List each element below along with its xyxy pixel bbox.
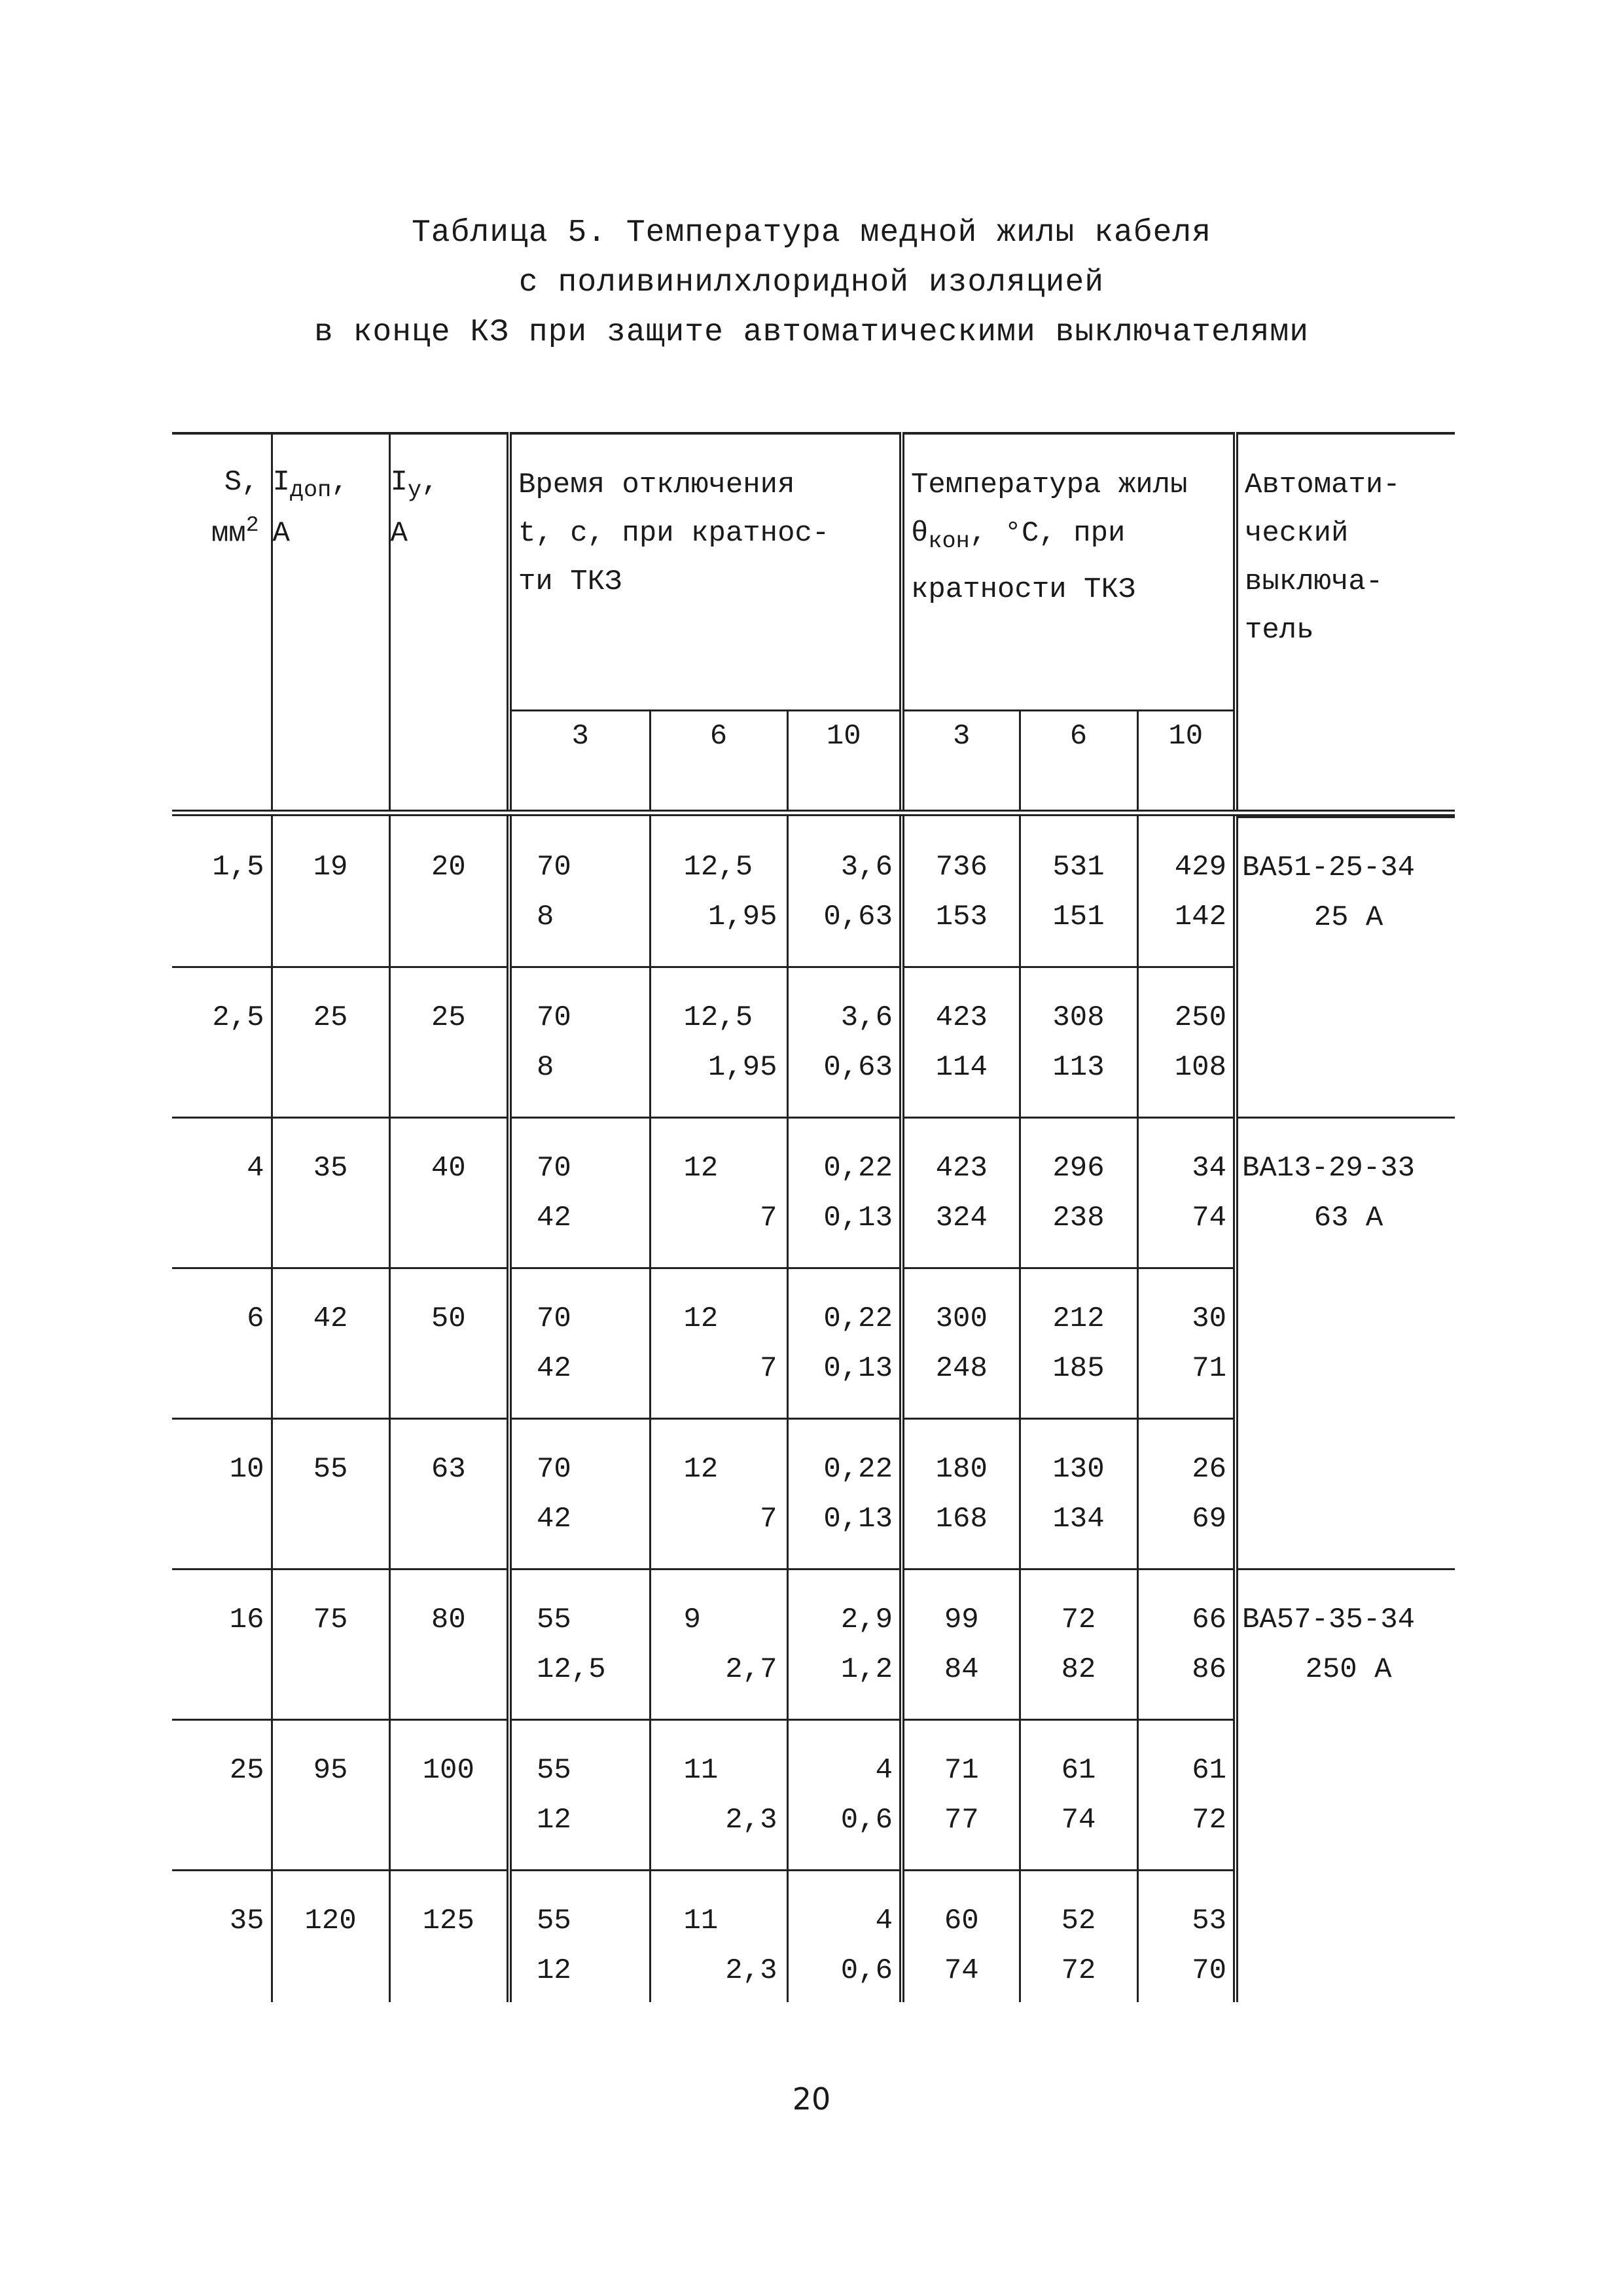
breaker-model: ВА57-35-34: [1242, 1603, 1416, 1636]
cell-idop-value: 120: [304, 1904, 357, 1937]
cell-time-3-upper: 55: [537, 1753, 571, 1787]
header-temp-rest: , °С, при: [969, 517, 1126, 550]
cell-time-3-upper: 70: [537, 1001, 571, 1034]
breaker-model: [1242, 992, 1455, 1041]
breaker-model: [1242, 1293, 1455, 1342]
cell-temp-3-upper: 300: [935, 1302, 988, 1335]
cell-temp-3-lower: 74: [944, 1954, 979, 1987]
cell-iy-value: 40: [431, 1151, 466, 1185]
cell-temp-10-lower: 72: [1192, 1803, 1226, 1837]
cell-cross-section: [172, 1719, 272, 1870]
cell-idop: [272, 1268, 389, 1418]
cell-iy-value: 100: [422, 1753, 474, 1787]
cell-temp-10: [1137, 967, 1236, 1117]
cell-iy: [389, 967, 509, 1117]
cell-temp-6-upper: 531: [1052, 850, 1105, 884]
cell-temp-10-upper: 53: [1192, 1904, 1226, 1937]
cell-temp-10-lower: 71: [1192, 1352, 1226, 1385]
header-mult-time-3: 3: [509, 711, 650, 814]
cell-time-3: [509, 1870, 650, 2002]
title-line-1: Таблица 5. Температура медной жилы кабеля: [412, 215, 1211, 251]
cell-idop: [272, 1870, 389, 2002]
cell-time-6-lower: 2,3: [725, 1803, 777, 1837]
table-row: [172, 1870, 1455, 2002]
cell-time-3-upper: 70: [537, 1452, 571, 1486]
cell-time-10-upper: 3,6: [840, 1001, 893, 1034]
breaker-rating: [1242, 1945, 1455, 1994]
cell-cross-section-value: 6: [247, 1302, 264, 1335]
cell-temp-3: [902, 1117, 1020, 1268]
cell-temp-6-lower: 134: [1052, 1502, 1105, 1535]
header-breaker-line-2: ческий: [1245, 517, 1349, 550]
cell-time-10: [787, 1418, 902, 1569]
cell-time-10: [787, 1117, 902, 1268]
header-mult-temp-10: 10: [1137, 711, 1236, 814]
header-mult-temp-6: 6: [1020, 711, 1137, 814]
cell-temp-10-lower: 108: [1174, 1050, 1226, 1084]
cell-cross-section: [172, 1117, 272, 1268]
cell-temp-10-upper: 34: [1192, 1151, 1226, 1185]
cell-time-6-lower: 7: [760, 1352, 777, 1385]
cell-temp-3: [902, 967, 1020, 1117]
cell-cross-section: [172, 1870, 272, 2002]
cell-temp-3-upper: 99: [944, 1603, 979, 1636]
cell-time-3: [509, 817, 650, 967]
cell-temp-3-upper: 423: [935, 1151, 988, 1185]
cell-time-3-upper: 70: [537, 850, 571, 884]
cell-time-10-lower: 0,63: [823, 900, 893, 933]
cell-time-3-upper: 70: [537, 1302, 571, 1335]
cell-temp-10: [1137, 817, 1236, 967]
cell-cross-section-value: 25: [229, 1753, 264, 1787]
cell-idop-value: 42: [313, 1302, 348, 1335]
cell-temp-3-lower: 114: [935, 1050, 988, 1084]
header-iy-unit: А: [390, 516, 408, 550]
cell-time-6-upper: 11: [683, 1904, 719, 1937]
cell-time-10-upper: 0,22: [823, 1151, 893, 1185]
title-line-2: с поливинилхлоридной изоляцией: [518, 265, 1105, 300]
cell-temp-6-lower: 151: [1052, 900, 1105, 933]
cell-time-6: [650, 1418, 787, 1569]
cell-temp-10: [1137, 1117, 1236, 1268]
cell-time-3-lower: 42: [537, 1502, 571, 1535]
cell-temp-10-upper: 66: [1192, 1603, 1226, 1636]
cell-temp-6: [1020, 1719, 1137, 1870]
cell-time-10-upper: 0,22: [823, 1302, 893, 1335]
cell-time-10-upper: 4: [875, 1904, 893, 1937]
cell-cross-section-value: 35: [229, 1904, 264, 1937]
cell-breaker: [1236, 1569, 1455, 1719]
cell-time-6: [650, 1569, 787, 1719]
cell-iy-value: 20: [431, 850, 466, 884]
cell-cross-section-value: 2,5: [212, 1001, 264, 1034]
cell-time-10: [787, 1569, 902, 1719]
header-idop-unit: А: [272, 516, 290, 550]
cell-time-3-lower: 42: [537, 1201, 571, 1234]
cell-time-10-lower: 0,13: [823, 1352, 893, 1385]
cell-time-6-lower: 1,95: [707, 900, 777, 933]
cell-idop: [272, 1418, 389, 1569]
cell-iy: [389, 1719, 509, 1870]
table-row: [172, 1117, 1455, 1268]
cell-time-10-upper: 4: [875, 1753, 893, 1787]
cell-time-6-upper: 11: [683, 1753, 719, 1787]
cell-time-3-upper: 55: [537, 1603, 571, 1636]
cell-idop: [272, 1719, 389, 1870]
cell-idop: [272, 1117, 389, 1268]
cell-time-3: [509, 1117, 650, 1268]
cell-temp-3-lower: 168: [935, 1502, 988, 1535]
cell-time-3-lower: 12: [537, 1803, 571, 1837]
cell-temp-10-lower: 69: [1192, 1502, 1226, 1535]
table-row: [172, 1719, 1455, 1870]
header-s: S,: [224, 466, 259, 499]
cell-time-10-lower: 0,6: [840, 1954, 893, 1987]
cell-time-10-lower: 0,6: [840, 1803, 893, 1837]
header-idop-comma: ,: [331, 466, 349, 499]
cell-iy-value: 25: [431, 1001, 466, 1034]
cell-time-3: [509, 967, 650, 1117]
header-core-temperature: [902, 433, 1236, 711]
cell-temp-3-lower: 248: [935, 1352, 988, 1385]
cell-temp-3: [902, 1870, 1020, 2002]
cell-iy: [389, 1870, 509, 2002]
breaker-rating: 25 А: [1313, 901, 1383, 934]
cell-temp-6: [1020, 1418, 1137, 1569]
cell-temp-10-upper: 26: [1192, 1452, 1226, 1486]
header-iy-comma: ,: [421, 466, 439, 499]
cell-time-3-lower: 42: [537, 1352, 571, 1385]
cell-temp-3-lower: 84: [944, 1653, 979, 1686]
cell-idop-value: 55: [313, 1452, 348, 1486]
header-iy: [389, 433, 509, 813]
cell-time-3: [509, 1719, 650, 1870]
cell-time-3-lower: 8: [537, 1050, 554, 1084]
cell-idop-value: 25: [313, 1001, 348, 1034]
cell-temp-10-lower: 86: [1192, 1653, 1226, 1686]
cell-temp-6-lower: 72: [1061, 1954, 1096, 1987]
cell-temp-3-lower: 77: [944, 1803, 979, 1837]
header-s-unit-sup: 2: [245, 513, 259, 537]
header-temp-line-3: кратности ТКЗ: [911, 573, 1136, 606]
breaker-model: ВА51-25-34: [1242, 852, 1416, 884]
cell-temp-3-lower: 324: [935, 1201, 988, 1234]
cell-cross-section-value: 10: [229, 1452, 264, 1486]
cell-time-6-lower: 2,3: [725, 1954, 777, 1987]
cell-temp-3-upper: 736: [935, 850, 988, 884]
cell-time-6: [650, 967, 787, 1117]
cell-temp-6-upper: 130: [1052, 1452, 1105, 1486]
cell-temp-3-lower: 153: [935, 900, 988, 933]
cell-temp-6-upper: 61: [1061, 1753, 1096, 1787]
table-row: [172, 1268, 1455, 1418]
cell-cross-section: [172, 967, 272, 1117]
cell-time-6-lower: 7: [760, 1502, 777, 1535]
cell-time-6: [650, 817, 787, 967]
cell-time-6: [650, 1268, 787, 1418]
cell-temp-3-upper: 71: [944, 1753, 979, 1787]
cell-temp-6: [1020, 1870, 1137, 2002]
cell-idop: [272, 967, 389, 1117]
cell-iy: [389, 1418, 509, 1569]
cell-time-3-lower: 12: [537, 1954, 571, 1987]
cell-temp-6: [1020, 1569, 1137, 1719]
cell-temp-6-upper: 52: [1061, 1904, 1096, 1937]
header-breaker-line-4: тель: [1245, 614, 1314, 647]
cell-temp-10-lower: 142: [1174, 900, 1226, 933]
cell-cross-section: [172, 1569, 272, 1719]
cell-time-3: [509, 1569, 650, 1719]
header-mult-temp-3: 3: [902, 711, 1020, 814]
breaker-model: [1242, 1443, 1455, 1493]
cell-time-6: [650, 1117, 787, 1268]
breaker-model: [1242, 1744, 1455, 1794]
header-breaker-line-1: Автомати-: [1245, 469, 1400, 501]
header-temp-sub: кон: [928, 528, 970, 554]
cell-cross-section: [172, 1418, 272, 1569]
cell-temp-6: [1020, 967, 1137, 1117]
cell-temp-6-lower: 74: [1061, 1803, 1096, 1837]
cell-iy-value: 63: [431, 1452, 466, 1486]
title-line-3: в конце КЗ при защите автоматическими выключателями: [313, 315, 1310, 350]
cell-iy-value: 80: [431, 1603, 466, 1636]
cell-temp-3: [902, 1418, 1020, 1569]
breaker-rating: 250 А: [1305, 1653, 1392, 1686]
cell-time-3: [509, 1268, 650, 1418]
cell-temp-6-lower: 113: [1052, 1050, 1105, 1084]
cell-temp-3: [902, 817, 1020, 967]
cell-time-6: [650, 1719, 787, 1870]
cell-temp-3: [902, 1569, 1020, 1719]
cell-time-6: [650, 1870, 787, 2002]
cell-temp-6: [1020, 1117, 1137, 1268]
cell-iy-value: 50: [431, 1302, 466, 1335]
cell-idop-value: 19: [313, 850, 348, 884]
cell-temp-10-lower: 70: [1192, 1954, 1226, 1987]
cell-time-6-upper: 12,5: [683, 1001, 753, 1034]
cell-idop: [272, 817, 389, 967]
breaker-model: ВА13-29-33: [1242, 1151, 1416, 1185]
cell-iy-value: 125: [422, 1904, 474, 1937]
cell-time-6-lower: 1,95: [707, 1050, 777, 1084]
header-iy-sub: у: [407, 476, 422, 503]
header-temp-line-1: Температура жилы: [911, 469, 1188, 501]
cell-cross-section: [172, 817, 272, 967]
cell-time-3-upper: 55: [537, 1904, 571, 1937]
cell-temp-10: [1137, 1569, 1236, 1719]
header-cross-section: [172, 433, 272, 813]
header-iy-i: I: [390, 466, 408, 499]
header-trip-time: [509, 433, 902, 711]
cell-breaker: [1236, 1719, 1455, 1870]
cell-temp-10: [1137, 1870, 1236, 2002]
cell-time-6-upper: 12: [683, 1452, 719, 1486]
cell-temp-6: [1020, 817, 1137, 967]
header-time-line-3: ти ТКЗ: [518, 565, 622, 598]
header-s-unit: мм: [211, 517, 246, 550]
cell-temp-6-upper: 308: [1052, 1001, 1105, 1034]
cell-idop-value: 35: [313, 1151, 348, 1185]
page-number: 20: [792, 2081, 831, 2117]
cell-iy: [389, 1117, 509, 1268]
cell-breaker: [1236, 967, 1455, 1117]
cell-breaker: [1236, 1870, 1455, 2002]
cell-time-3-lower: 12,5: [537, 1653, 606, 1686]
cell-cross-section-value: 1,5: [212, 850, 264, 884]
cell-time-10-upper: 2,9: [840, 1603, 893, 1636]
header-mult-time-6: 6: [650, 711, 787, 814]
header-breaker-line-3: выключа-: [1245, 565, 1383, 598]
header-time-line-2: t, с, при кратнос-: [518, 517, 830, 550]
cell-time-10: [787, 1268, 902, 1418]
header-mult-time-10: 10: [787, 711, 902, 814]
breaker-model: [1242, 1895, 1455, 1945]
cell-breaker: [1236, 817, 1455, 967]
cell-breaker: [1236, 1117, 1455, 1268]
breaker-rating: [1242, 1493, 1455, 1543]
cell-time-3-upper: 70: [537, 1151, 571, 1185]
cell-time-10-upper: 0,22: [823, 1452, 893, 1486]
table-title: [0, 208, 1623, 357]
table-row: [172, 1569, 1455, 1719]
cell-time-6-upper: 12: [683, 1302, 719, 1335]
cell-time-10: [787, 967, 902, 1117]
breaker-rating: [1242, 1041, 1455, 1091]
cell-cross-section-value: 4: [247, 1151, 264, 1185]
cell-temp-10-upper: 30: [1192, 1302, 1226, 1335]
cell-time-6-upper: 9: [683, 1603, 701, 1636]
cell-time-10-lower: 1,2: [840, 1653, 893, 1686]
header-idop-i: I: [272, 466, 290, 499]
cell-temp-6-upper: 212: [1052, 1302, 1105, 1335]
cell-temp-10-upper: 250: [1174, 1001, 1226, 1034]
cell-temp-10-lower: 74: [1192, 1201, 1226, 1234]
cell-temp-6-lower: 238: [1052, 1201, 1105, 1234]
cell-temp-10-upper: 61: [1192, 1753, 1226, 1787]
cell-iy: [389, 1569, 509, 1719]
header-temp-theta: θ: [911, 517, 929, 550]
cell-temp-10: [1137, 1418, 1236, 1569]
cell-time-10: [787, 1870, 902, 2002]
cell-cross-section: [172, 1268, 272, 1418]
cell-cross-section-value: 16: [229, 1603, 264, 1636]
cell-temp-6-upper: 296: [1052, 1151, 1105, 1185]
table-row: [172, 967, 1455, 1117]
cell-time-6-lower: 7: [760, 1201, 777, 1234]
cell-time-6-lower: 2,7: [725, 1653, 777, 1686]
cell-time-10: [787, 817, 902, 967]
cell-breaker: [1236, 1268, 1455, 1418]
cell-time-10-upper: 3,6: [840, 850, 893, 884]
cell-temp-3: [902, 1719, 1020, 1870]
cell-temp-6-upper: 72: [1061, 1603, 1096, 1636]
cell-temp-10: [1137, 1268, 1236, 1418]
breaker-rating: [1242, 1794, 1455, 1844]
table-body: [172, 813, 1455, 2002]
table-row: [172, 1418, 1455, 1569]
header-time-line-1: Время отключения: [518, 469, 795, 501]
header-breaker: [1236, 433, 1455, 813]
cell-idop-value: 95: [313, 1753, 348, 1787]
cell-iy: [389, 817, 509, 967]
cell-temp-3: [902, 1268, 1020, 1418]
cell-breaker: [1236, 1418, 1455, 1569]
cell-temp-3-upper: 60: [944, 1904, 979, 1937]
table-row: [172, 817, 1455, 967]
cell-time-6-upper: 12: [683, 1151, 719, 1185]
cell-temp-6-lower: 185: [1052, 1352, 1105, 1385]
cell-time-3-lower: 8: [537, 900, 554, 933]
header-idop-sub: доп: [289, 476, 332, 503]
cell-temp-10: [1137, 1719, 1236, 1870]
breaker-rating: [1242, 1342, 1455, 1392]
temperature-table: [172, 432, 1455, 2002]
cell-time-10-lower: 0,13: [823, 1502, 893, 1535]
cell-idop-value: 75: [313, 1603, 348, 1636]
cell-time-3: [509, 1418, 650, 1569]
cell-time-10: [787, 1719, 902, 1870]
cell-time-6-upper: 12,5: [683, 850, 753, 884]
cell-temp-6-lower: 82: [1061, 1653, 1096, 1686]
cell-idop: [272, 1569, 389, 1719]
cell-temp-10-upper: 429: [1174, 850, 1226, 884]
cell-temp-6: [1020, 1268, 1137, 1418]
breaker-rating: 63 А: [1313, 1201, 1383, 1234]
cell-time-10-lower: 0,13: [823, 1201, 893, 1234]
cell-iy: [389, 1268, 509, 1418]
cell-time-10-lower: 0,63: [823, 1050, 893, 1084]
cell-temp-3-upper: 180: [935, 1452, 988, 1486]
cell-temp-3-upper: 423: [935, 1001, 988, 1034]
header-idop: [272, 433, 389, 813]
